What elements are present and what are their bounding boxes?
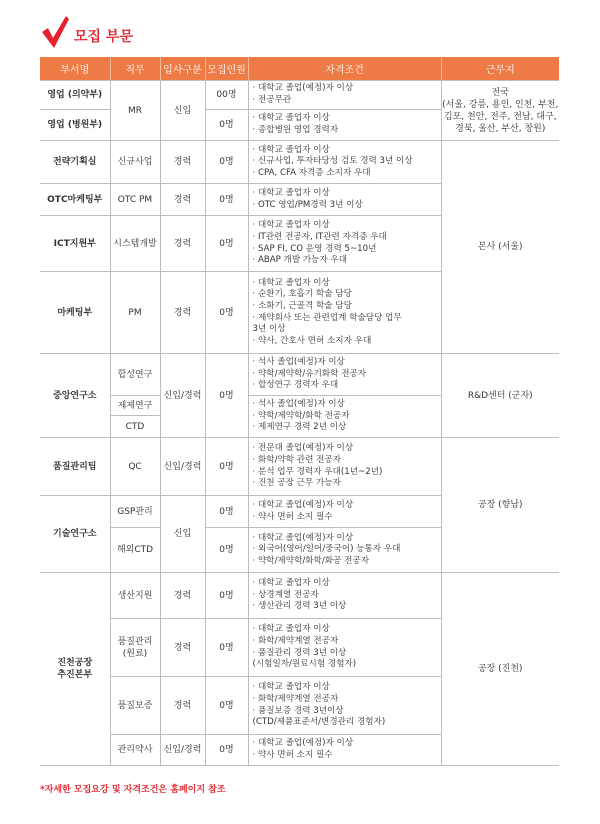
table-header-row — [40, 57, 559, 81]
job-cell: PM — [110, 272, 160, 354]
recruitment-table — [40, 57, 559, 766]
col-count-header: 모집인원 — [205, 57, 248, 81]
job-cell: 품질보증 — [110, 677, 160, 735]
count-cell: 0명 — [205, 438, 248, 496]
qual-cell: · 대학교 졸업자 이상 · 종합병원 영업 경력자 — [248, 110, 441, 141]
type-cell: 신입/경력 — [160, 735, 205, 766]
job-cell: 관리약사 — [110, 735, 160, 766]
count-cell: 0명 — [205, 573, 248, 619]
qual-cell: · 대학교 졸업(예정)자 이상 · 약사 면허 소지 필수 — [248, 735, 441, 766]
qual-cell: · 전문대 졸업(예정)자 이상 · 화학/약학 관련 전공자 · 분석 업무 경력자 우대(1년~2년) · 진천 공장 근무 가능자 — [248, 438, 441, 496]
type-cell: 경력 — [160, 272, 205, 354]
checkmark-icon — [40, 14, 70, 50]
qual-cell: · 석사 졸업(예정)자 이상 · 약학/제약학/화학 전공자 · 제제연구 경력 2년 이상 — [248, 396, 441, 438]
section-header — [40, 14, 133, 50]
section-title: 모집 부문 — [74, 29, 133, 45]
job-cell: 합성연구 — [110, 354, 160, 396]
qual-cell: · 석사 졸업(예정)자 이상 · 약학/제약학/유기화학 전공자 · 합성연구 경력자 우대 — [248, 354, 441, 396]
count-cell: 0명 — [205, 141, 248, 184]
count-cell: 0명 — [205, 677, 248, 735]
dept-cell: OTC마케팅부 — [40, 184, 110, 216]
count-cell: 0명 — [205, 110, 248, 141]
footnote: *자세한 모집요강 및 자격조건은 홈페이지 참조 — [40, 785, 226, 795]
dept-cell: 기술연구소 — [40, 496, 110, 573]
dept-cell: 품질관리팀 — [40, 438, 110, 496]
job-cell: QC — [110, 438, 160, 496]
type-cell: 경력 — [160, 573, 205, 619]
qual-cell: · 대학교 졸업자 이상 · IT관련 전공자, IT관련 자격증 우대 · SAP FI, CO 운영 경력 5~10년 · ABAP 개발 가능자 우대 — [248, 216, 441, 272]
location-cell: 본사 (서울) — [441, 141, 559, 354]
qual-cell: · 대학교 졸업(예정)자 이상 · 외국어(영어/일어/중국어) 능통자 우대 · 약학/제약학/화학/화공 전공자 — [248, 528, 441, 573]
dept-cell: 진천공장 추진본부 — [40, 573, 110, 766]
table-row — [40, 438, 559, 496]
count-cell: 0명 — [205, 272, 248, 354]
dept-cell: 영업 (병원부) — [40, 110, 110, 141]
table-row — [40, 81, 559, 110]
count-cell: 0명 — [205, 735, 248, 766]
type-cell: 경력 — [160, 216, 205, 272]
qual-cell: · 대학교 졸업(예정)자 이상 · 전공무관 — [248, 81, 441, 110]
qual-cell: · 대학교 졸업자 이상 · 화학/제약계열 전공자 · 품질보증 경력 3년이상 (CTD/제품표준서/변경관리 경험자) — [248, 677, 441, 735]
dept-cell: 전략기획실 — [40, 141, 110, 184]
qual-cell: · 대학교 졸업자 이상 · 상경계열 전공자 · 생산관리 경력 3년 이상 — [248, 573, 441, 619]
dept-cell: ICT지원부 — [40, 216, 110, 272]
job-cell: 시스템개발 — [110, 216, 160, 272]
job-cell: 품질관리 (원료) — [110, 619, 160, 677]
col-location-header: 근무지 — [441, 57, 559, 81]
qual-cell: · 대학교 졸업자 이상 · OTC 영업/PM경력 3년 이상 — [248, 184, 441, 216]
count-cell: 0명 — [205, 184, 248, 216]
qual-cell: · 대학교 졸업자 이상 · 화학/제약계열 전공자 · 품질관리 경력 3년 이상 (시험일자/원료시험 경험자) — [248, 619, 441, 677]
dept-cell: 영업 (의약부) — [40, 81, 110, 110]
table-row — [40, 573, 559, 619]
job-cell: 생산지원 — [110, 573, 160, 619]
dept-cell: 마케팅부 — [40, 272, 110, 354]
job-cell: MR — [110, 81, 160, 141]
job-cell: 제제연구 — [110, 396, 160, 416]
dept-cell: 중앙연구소 — [40, 354, 110, 438]
qual-cell: · 대학교 졸업자 이상 · 순환기, 호흡기 학술 담당 · 소화기, 근골격 학술 담당 · 제약회사 또는 관련업계 학술담당 업무 3년 이상 · 약사, 간호사 면허 소지자 우대 — [248, 272, 441, 354]
count-cell: 0명 — [205, 354, 248, 438]
qual-cell: · 대학교 졸업(예정)자 이상 · 약사 면허 소지 필수 — [248, 496, 441, 528]
type-cell: 신입 — [160, 496, 205, 573]
col-dept-header: 부서명 — [40, 57, 110, 81]
count-cell: 0명 — [205, 216, 248, 272]
location-cell: 공장 (진천) — [441, 573, 559, 766]
location-cell: R&D센터 (군자) — [441, 354, 559, 438]
type-cell: 경력 — [160, 677, 205, 735]
col-job-header: 직무 — [110, 57, 160, 81]
count-cell: 0명 — [205, 528, 248, 573]
type-cell: 경력 — [160, 141, 205, 184]
count-cell: 0명 — [205, 496, 248, 528]
job-cell: 해외CTD — [110, 528, 160, 573]
type-cell: 경력 — [160, 184, 205, 216]
location-cell: 공장 (향남) — [441, 438, 559, 573]
location-cell: 전국 (서울, 강릉, 용인, 인천, 부천, 김포, 천안, 전주, 전남, 대구, 경북, 울산, 부산, 창원) — [441, 81, 559, 141]
type-cell: 신입/경력 — [160, 354, 205, 438]
qual-cell: · 대학교 졸업자 이상 · 신규사업, 투자타당성 검토 경력 3년 이상 · CPA, CFA 자격증 소지자 우대 — [248, 141, 441, 184]
count-cell: 0명 — [205, 619, 248, 677]
type-cell: 신입/경력 — [160, 438, 205, 496]
job-cell: CTD — [110, 416, 160, 438]
job-cell: OTC PM — [110, 184, 160, 216]
job-cell: 신규사업 — [110, 141, 160, 184]
type-cell: 신입 — [160, 81, 205, 141]
count-cell: 00명 — [205, 81, 248, 110]
table-row — [40, 354, 559, 396]
col-type-header: 입사구분 — [160, 57, 205, 81]
col-qual-header: 자격조건 — [248, 57, 441, 81]
table-row — [40, 141, 559, 184]
job-cell: GSP관리 — [110, 496, 160, 528]
type-cell: 경력 — [160, 619, 205, 677]
